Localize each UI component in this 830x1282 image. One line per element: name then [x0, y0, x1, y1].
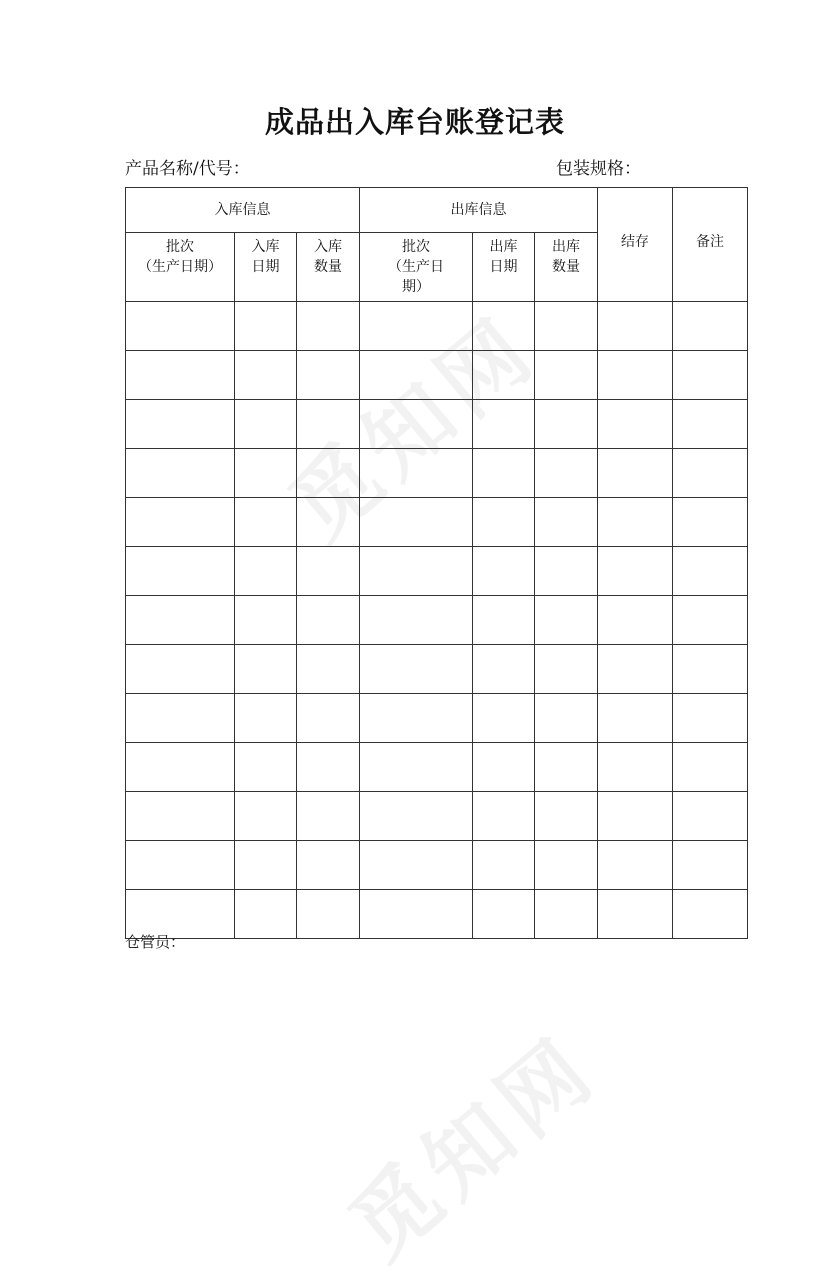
table-cell[interactable] [473, 449, 535, 498]
table-cell[interactable] [126, 792, 235, 841]
table-cell[interactable] [598, 890, 673, 939]
inbound-date-header: 入库 日期 [235, 233, 297, 302]
table-cell[interactable] [473, 694, 535, 743]
table-cell[interactable] [126, 645, 235, 694]
table-cell[interactable] [673, 890, 748, 939]
table-row [126, 498, 748, 547]
table-row [126, 596, 748, 645]
inbound-info-header: 入库信息 [126, 188, 360, 233]
table-cell[interactable] [235, 743, 297, 792]
table-cell[interactable] [673, 547, 748, 596]
product-name-label: 产品名称/代号： [125, 159, 250, 179]
table-cell[interactable] [673, 645, 748, 694]
table-cell[interactable] [535, 792, 598, 841]
warehouse-keeper-label: 仓管员： [125, 933, 186, 951]
table-cell[interactable] [360, 351, 473, 400]
page-title: 成品出入库台账登记表 [264, 105, 565, 139]
table-cell[interactable] [473, 547, 535, 596]
table-cell[interactable] [235, 841, 297, 890]
table-cell[interactable] [126, 547, 235, 596]
table-cell[interactable] [297, 792, 360, 841]
table-cell[interactable] [598, 400, 673, 449]
table-cell[interactable] [297, 498, 360, 547]
table-cell[interactable] [235, 792, 297, 841]
table-cell[interactable] [535, 351, 598, 400]
table-row [126, 400, 748, 449]
table-cell[interactable] [235, 498, 297, 547]
table-cell[interactable] [473, 498, 535, 547]
table-cell[interactable] [598, 498, 673, 547]
table-cell[interactable] [235, 351, 297, 400]
table-cell[interactable] [297, 302, 360, 351]
table-cell[interactable] [535, 400, 598, 449]
table-cell[interactable] [473, 400, 535, 449]
table-cell[interactable] [598, 694, 673, 743]
table-row [126, 645, 748, 694]
table-cell[interactable] [673, 841, 748, 890]
table-cell[interactable] [535, 547, 598, 596]
table-cell[interactable] [535, 596, 598, 645]
inbound-qty-header: 入库 数量 [297, 233, 360, 302]
table-cell[interactable] [598, 449, 673, 498]
table-cell[interactable] [297, 743, 360, 792]
table-row [126, 890, 748, 939]
table-cell[interactable] [360, 302, 473, 351]
table-cell[interactable] [473, 351, 535, 400]
table-cell[interactable] [473, 792, 535, 841]
table-cell[interactable] [360, 792, 473, 841]
table-cell[interactable] [673, 400, 748, 449]
table-cell[interactable] [126, 743, 235, 792]
table-cell[interactable] [360, 694, 473, 743]
table-cell[interactable] [535, 645, 598, 694]
table-cell[interactable] [598, 743, 673, 792]
table-row [126, 694, 748, 743]
table-cell[interactable] [535, 743, 598, 792]
table-cell[interactable] [235, 449, 297, 498]
watermark: 觅知网 [271, 297, 557, 559]
table-cell[interactable] [360, 596, 473, 645]
table-cell[interactable] [598, 302, 673, 351]
table-cell[interactable] [535, 841, 598, 890]
table-cell[interactable] [297, 890, 360, 939]
table-cell[interactable] [535, 890, 598, 939]
balance-header: 结存 [598, 188, 673, 302]
table-cell[interactable] [473, 645, 535, 694]
table-cell[interactable] [535, 302, 598, 351]
table-cell[interactable] [673, 792, 748, 841]
table-cell[interactable] [297, 645, 360, 694]
table-cell[interactable] [473, 302, 535, 351]
table-cell[interactable] [126, 302, 235, 351]
outbound-info-header: 出库信息 [360, 188, 598, 233]
table-cell[interactable] [360, 890, 473, 939]
table-cell[interactable] [473, 890, 535, 939]
table-cell[interactable] [360, 841, 473, 890]
outbound-date-header: 出库 日期 [473, 233, 535, 302]
table-cell[interactable] [473, 596, 535, 645]
table-cell[interactable] [535, 449, 598, 498]
table-cell[interactable] [297, 449, 360, 498]
table-cell[interactable] [360, 743, 473, 792]
table-cell[interactable] [297, 694, 360, 743]
table-cell[interactable] [673, 743, 748, 792]
table-cell[interactable] [235, 596, 297, 645]
inbound-batch-header: 批次 （生产日期） [126, 233, 235, 302]
table-cell[interactable] [673, 498, 748, 547]
table-cell[interactable] [297, 351, 360, 400]
table-cell[interactable] [126, 351, 235, 400]
ledger-body [126, 302, 748, 939]
table-cell[interactable] [297, 841, 360, 890]
table-cell[interactable] [360, 498, 473, 547]
table-cell[interactable] [598, 645, 673, 694]
table-cell[interactable] [598, 792, 673, 841]
table-cell[interactable] [126, 449, 235, 498]
table-cell[interactable] [535, 694, 598, 743]
table-cell[interactable] [673, 596, 748, 645]
table-cell[interactable] [235, 890, 297, 939]
table-cell[interactable] [126, 596, 235, 645]
table-cell[interactable] [235, 547, 297, 596]
table-cell[interactable] [598, 351, 673, 400]
watermark: 觅知网 [331, 1017, 617, 1279]
remark-header: 备注 [673, 188, 748, 302]
table-row [126, 449, 748, 498]
outbound-qty-header: 出库 数量 [535, 233, 598, 302]
table-row [126, 547, 748, 596]
table-cell[interactable] [235, 694, 297, 743]
table-cell[interactable] [235, 400, 297, 449]
table-row [126, 841, 748, 890]
table-cell[interactable] [297, 596, 360, 645]
ledger-table [125, 187, 748, 939]
table-cell[interactable] [360, 400, 473, 449]
table-cell[interactable] [598, 841, 673, 890]
table-cell[interactable] [126, 841, 235, 890]
table-row [126, 743, 748, 792]
table-cell[interactable] [673, 302, 748, 351]
table-cell[interactable] [360, 547, 473, 596]
table-cell[interactable] [473, 841, 535, 890]
table-cell[interactable] [360, 449, 473, 498]
outbound-batch-header: 批次 （生产日 期） [360, 233, 473, 302]
table-cell[interactable] [126, 694, 235, 743]
table-cell[interactable] [598, 596, 673, 645]
table-cell[interactable] [598, 547, 673, 596]
table-cell[interactable] [126, 498, 235, 547]
table-cell[interactable] [235, 645, 297, 694]
table-cell[interactable] [297, 400, 360, 449]
table-row [126, 792, 748, 841]
table-cell[interactable] [535, 498, 598, 547]
table-cell[interactable] [126, 400, 235, 449]
packaging-spec-label: 包装规格： [556, 159, 641, 179]
table-cell[interactable] [673, 694, 748, 743]
table-cell[interactable] [235, 302, 297, 351]
table-cell[interactable] [673, 351, 748, 400]
table-row [126, 302, 748, 351]
table-cell[interactable] [360, 645, 473, 694]
table-cell[interactable] [297, 547, 360, 596]
table-row [126, 351, 748, 400]
table-cell[interactable] [473, 743, 535, 792]
table-cell[interactable] [673, 449, 748, 498]
